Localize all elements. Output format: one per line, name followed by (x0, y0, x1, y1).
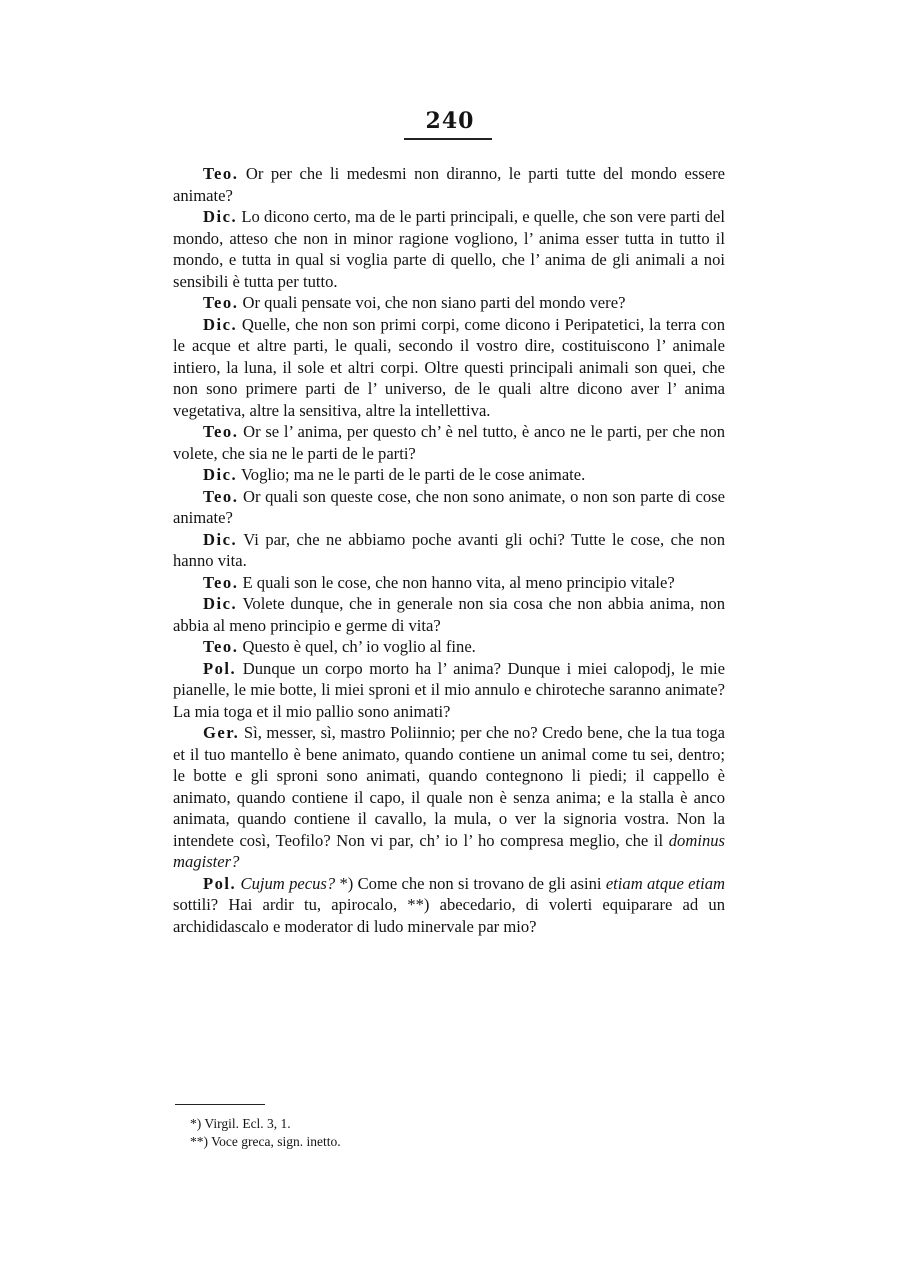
speaker-label: Teo. (203, 637, 239, 656)
speaker-label: Dic. (203, 314, 238, 334)
paragraph-13 (173, 722, 725, 873)
footnotes (190, 1115, 690, 1151)
speaker-label: Dic. (203, 465, 238, 484)
page-number-rule (404, 138, 492, 140)
dialogue-text (173, 163, 725, 937)
paragraph-12 (173, 658, 725, 723)
footnote: *) Virgil. Ecl. 3, 1. (190, 1116, 291, 1131)
paragraph-2 (173, 206, 725, 292)
paragraph-text: Lo dicono certo, ma de le parti principali, e quelle, che son vere parti del mondo, atteso che non in minor ragione vogliono, l’ anima esser tutta in tutto il mondo, e tutta in qual si voglia parte di quello, che l’ anima de gli animali a noi sensibili è tutta per tutto. (173, 207, 725, 291)
paragraph-text: Or quali pensate voi, che non siano parti del mondo vere? (238, 293, 626, 312)
speaker-label: Teo. (203, 293, 239, 312)
speaker-label: Dic. (203, 529, 238, 549)
paragraph-14 (173, 873, 725, 938)
paragraph-9 (173, 572, 725, 594)
paragraph-10 (173, 593, 725, 636)
paragraph-6 (173, 464, 725, 486)
paragraph-text: sottili? Hai ardir tu, apirocalo, **) abecedario, di volerti equiparare ad un archididascalo e moderator di ludo minervale par mio? (173, 895, 725, 936)
paragraph-text: Sì, messer, sì, mastro Poliinnio; per che no? Credo bene, che la tua toga et il tuo mantello è bene animato, quando contiene un animal come tu sei, dentro; le botte e gli sproni sono animati, quando contegnono li piedi; il cappello è animato, quando contiene il capo, il quale non è senza anima; e la stalla è anco animata, quando contiene il cavallo, la mula, o ver la signoria vostra. Non la intendete così, Teofilo? Non vi par, ch’ io l’ ho compresa meglio, che il (173, 723, 725, 850)
speaker-label: Teo. (203, 486, 239, 506)
paragraph-text: Or quali son queste cose, che non sono animate, o non son parte di cose animate? (173, 486, 725, 527)
paragraph-text: E quali son le cose, che non hanno vita, al meno principio vitale? (238, 572, 675, 592)
speaker-label: Pol. (203, 873, 237, 893)
paragraph-5 (173, 421, 725, 464)
page-number: 240 (425, 108, 475, 134)
footnote: **) Voce greca, sign. inetto. (190, 1134, 341, 1149)
paragraph-text: Volete dunque, che in generale non sia cosa che non abbia anima, non abbia al meno principio e germe di vita? (173, 594, 725, 635)
paragraph-8 (173, 529, 725, 572)
paragraph-text: Dunque un corpo morto ha l’ anima? Dunque i miei calopodj, le mie pianelle, le mie botte, li miei sproni et il mio annulo e chiroteche saranno animate? La mia toga et il mio pallio sono animati? (173, 658, 725, 721)
paragraph-text: Vi par, che ne abbiamo poche avanti gli ochi? Tutte le cose, che non hanno vita. (173, 529, 725, 570)
paragraph-text: Quelle, che non son primi corpi, come dicono i Peripatetici, la terra con le acque et altre parti, le quali, secondo il vostro dire, costituiscono l’ animale intiero, la luna, il sole et altri corpi. Oltre questi principali animali son quei, che non sono primere parti de l’ universo, de le quali altre dicono aver l’ anima vegetativa, altre la sensitiva, altre la intellettiva. (173, 314, 725, 420)
paragraph-text: Questo è quel, ch’ io voglio al fine. (238, 637, 476, 656)
italic-phrase: dominus magister? (173, 830, 725, 871)
italic-phrase: etiam atque etiam (605, 873, 726, 893)
paragraph-7 (173, 486, 725, 529)
speaker-label: Dic. (203, 594, 238, 613)
paragraph-text: Voglio; ma ne le parti de le parti de le cose animate. (237, 465, 586, 484)
paragraph-11 (173, 636, 725, 658)
speaker-label: Pol. (203, 658, 237, 678)
italic-phrase: Cujum pecus? (240, 873, 336, 893)
paragraph-4 (173, 314, 725, 422)
speaker-label: Teo. (203, 422, 239, 441)
paragraph-text: Or per che li medesmi non diranno, le parti tutte del mondo essere animate? (173, 164, 725, 205)
paragraph-1 (173, 163, 725, 206)
paragraph-3 (173, 292, 725, 314)
speaker-label: Ger. (203, 723, 240, 742)
speaker-label: Teo. (203, 164, 239, 183)
paragraph-text: Or se l’ anima, per questo ch’ è nel tutto, è anco ne le parti, per che non volete, che sia ne le parti de le parti? (173, 422, 725, 463)
paragraph-text: *) Come che non si trovano de gli asini (335, 873, 606, 893)
speaker-label: Teo. (203, 572, 239, 592)
footnote-rule (175, 1104, 265, 1105)
speaker-label: Dic. (203, 207, 238, 226)
